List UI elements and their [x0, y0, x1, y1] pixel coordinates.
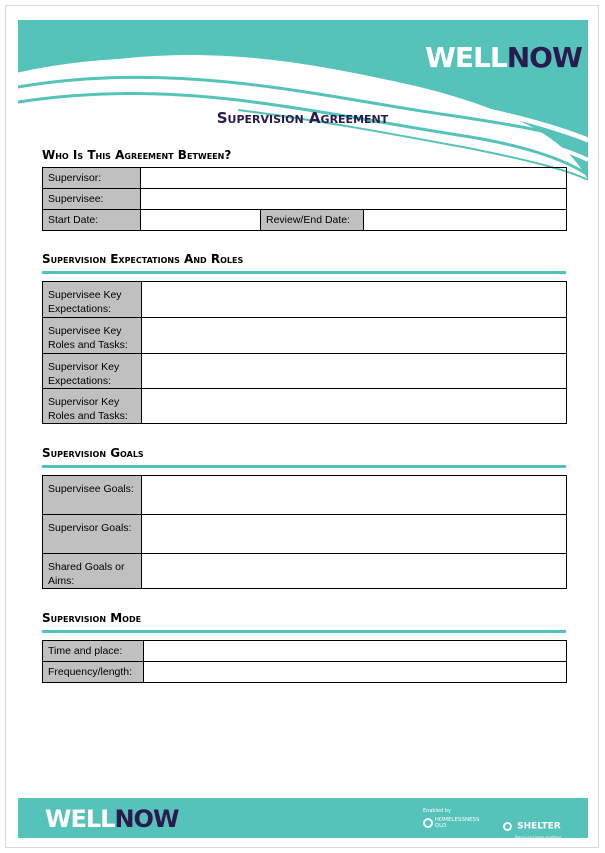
- section-title-roles: Supervision Expectations And Roles: [42, 252, 244, 266]
- supervisee-field[interactable]: [141, 189, 567, 210]
- section-divider: [42, 630, 566, 633]
- supervisee-expectations-field[interactable]: [142, 282, 567, 318]
- frequency-length-field[interactable]: [144, 662, 567, 683]
- section-title-goals: Supervision Goals: [42, 446, 144, 460]
- supervisee-roles-label: Supervisee Key Roles and Tasks:: [43, 318, 142, 354]
- shelter-logo: SHELTER Because home matters: [503, 816, 562, 840]
- supervisee-expectations-label: Supervisee Key Expectations:: [43, 282, 142, 318]
- supervisor-goals-label: Supervisor Goals:: [43, 515, 142, 554]
- time-place-field[interactable]: [144, 641, 567, 662]
- shelter-icon: [503, 822, 512, 831]
- review-end-date-field[interactable]: [364, 210, 567, 231]
- footer-wellnow-logo: WELLNOW: [45, 805, 179, 833]
- enabled-by-text: Enabled by: [423, 808, 451, 814]
- supervisee-label: Supervisee:: [43, 189, 141, 210]
- shared-goals-field[interactable]: [142, 554, 567, 589]
- supervisee-goals-field[interactable]: [142, 476, 567, 515]
- supervisor-roles-label: Supervisor Key Roles and Tasks:: [43, 389, 142, 424]
- frequency-length-label: Frequency/length:: [43, 662, 144, 683]
- supervisor-expectations-label: Supervisor Key Expectations:: [43, 354, 142, 389]
- section-divider: [42, 271, 566, 274]
- supervisor-goals-field[interactable]: [142, 515, 567, 554]
- time-place-label: Time and place:: [43, 641, 144, 662]
- start-date-label: Start Date:: [43, 210, 141, 231]
- supervisee-goals-label: Supervisee Goals:: [43, 476, 142, 515]
- supervisee-roles-field[interactable]: [142, 318, 567, 354]
- review-end-date-label: Review/End Date:: [261, 210, 364, 231]
- section-divider: [42, 465, 566, 468]
- shared-goals-label: Shared Goals or Aims:: [43, 554, 142, 589]
- roles-table: [42, 281, 567, 424]
- homelessness-qld-icon: [423, 818, 433, 828]
- goals-table: [42, 475, 567, 589]
- homelessness-qld-logo: HOMELESSNESS QLD: [423, 817, 495, 831]
- supervisor-field[interactable]: [141, 168, 567, 189]
- start-date-field[interactable]: [141, 210, 261, 231]
- supervisor-label: Supervisor:: [43, 168, 141, 189]
- section-title-mode: Supervision Mode: [42, 611, 142, 625]
- supervisor-roles-field[interactable]: [142, 389, 567, 424]
- page-title: Supervision Agreement: [216, 109, 389, 127]
- section-title-between: Who Is This Agreement Between?: [42, 148, 232, 162]
- between-table: [42, 167, 567, 231]
- supervisor-expectations-field[interactable]: [142, 354, 567, 389]
- mode-table: [42, 640, 567, 683]
- wellnow-logo: WELLNOW: [425, 41, 582, 74]
